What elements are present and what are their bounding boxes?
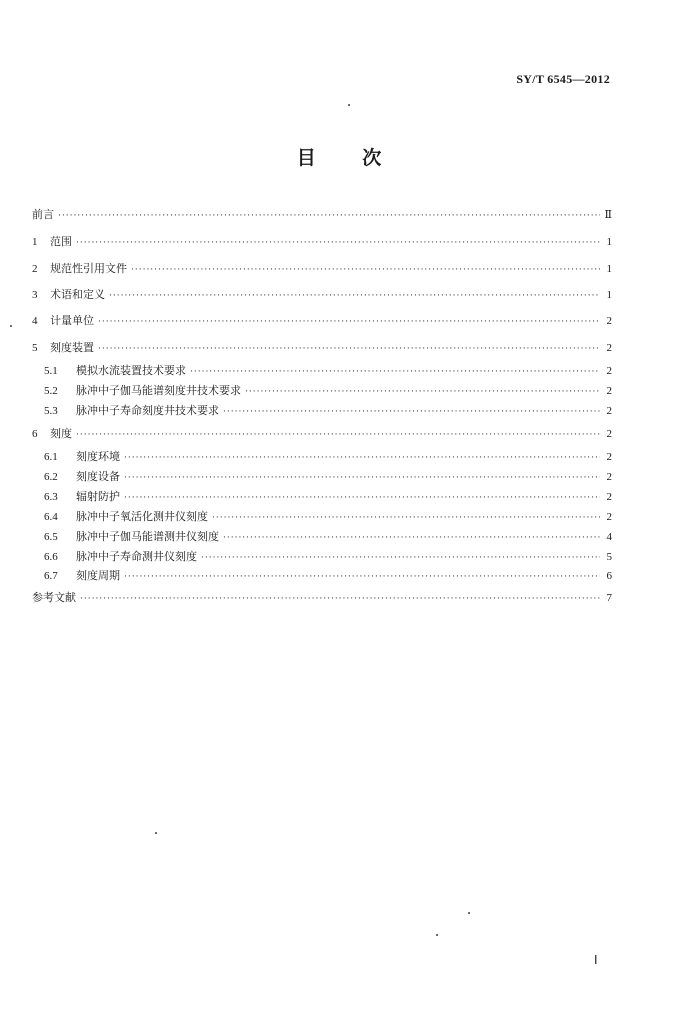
toc-entry-number: 2 [32,263,38,275]
toc-entry-6[interactable] [32,425,612,443]
toc-leader-dots [245,383,600,401]
toc-entry-page: 1 [606,263,612,275]
toc-entry-number: 5.2 [44,385,58,397]
scan-speck [436,934,438,936]
toc-entry-page: 4 [606,531,612,543]
toc-entry-6-2[interactable] [32,468,612,486]
toc-entry-page: 2 [606,365,612,377]
toc-entry-6-5[interactable] [32,528,612,546]
scan-speck [10,325,12,327]
toc-entry-number: 5 [32,342,38,354]
toc-entry-page: 2 [606,451,612,463]
toc-entry-number: 6.5 [44,531,58,543]
toc-entry-label: 刻度周期 [76,569,120,582]
toc-entry-page: 2 [606,491,612,503]
toc-entry-number: 6.1 [44,451,58,463]
toc-entry-page: 2 [606,342,612,354]
toc-entry-label: 脉冲中子寿命刻度井技术要求 [76,404,219,417]
toc-leader-dots [223,403,600,421]
toc-leader-dots [131,261,600,279]
toc-leader-dots [212,509,600,527]
toc-entry-6-7[interactable] [32,567,612,585]
toc-entry-4[interactable] [32,312,612,330]
toc-entry-5-3[interactable] [32,402,612,420]
toc-leader-dots [76,426,600,444]
toc-entry-foreword[interactable] [32,206,612,224]
toc-entry-page: 1 [606,236,612,248]
toc-entry-page: 2 [606,471,612,483]
toc-leader-dots [58,207,600,225]
footer-page-number: Ⅰ [594,953,598,967]
toc-leader-dots [190,363,600,381]
toc-entry-label: 参考文献 [32,591,76,604]
toc-leader-dots [124,469,600,487]
toc-leader-dots [76,234,600,252]
toc-entry-page: 2 [606,405,612,417]
toc-entry-label: 辐射防护 [76,490,120,503]
toc-entry-number: 1 [32,236,38,248]
toc-entry-page: 2 [606,385,612,397]
toc-entry-number: 6.4 [44,511,58,523]
toc-entry-number: 5.1 [44,365,58,377]
toc-leader-dots [124,489,600,507]
toc-entry-5-1[interactable] [32,362,612,380]
toc-entry-2[interactable] [32,260,612,278]
toc-leader-dots [223,529,600,547]
toc-entry-number: 6.3 [44,491,58,503]
toc-entry-label: 模拟水流装置技术要求 [76,364,186,377]
toc-entry-label: 刻度装置 [50,341,94,354]
toc-entry-label: 范围 [50,235,72,248]
toc-entry-5[interactable] [32,339,612,357]
toc-title: 目 次 [296,147,382,169]
toc-leader-dots [124,449,600,467]
toc-entry-label: 术语和定义 [50,288,105,301]
scan-speck [155,832,157,834]
toc-leader-dots [98,313,600,331]
toc-entry-number: 3 [32,289,38,301]
toc-entry-label: 规范性引用文件 [50,262,127,275]
toc-entry-6-3[interactable] [32,488,612,506]
toc-entry-6-6[interactable] [32,548,612,566]
toc-entry-label: 前言 [32,208,54,221]
toc-entry-label: 刻度设备 [76,470,120,483]
toc-entry-5-2[interactable] [32,382,612,400]
toc-entry-label: 计量单位 [50,314,94,327]
toc-entry-label: 刻度 [50,427,72,440]
toc-entry-page: 5 [606,551,612,563]
toc-entry-label: 脉冲中子寿命测井仪刻度 [76,550,197,563]
toc-entry-number: 6.7 [44,570,58,582]
scan-speck [468,912,470,914]
toc-entry-number: 5.3 [44,405,58,417]
toc-leader-dots [109,287,600,305]
toc-entry-label: 脉冲中子伽马能谱刻度井技术要求 [76,384,241,397]
toc-entry-6-1[interactable] [32,448,612,466]
toc-entry-number: 4 [32,315,38,327]
toc-entry-page: Ⅱ [604,209,612,221]
toc-entry-page: 2 [606,428,612,440]
toc-entry-page: 7 [606,592,612,604]
toc-entry-page: 2 [606,315,612,327]
toc-entry-label: 刻度环境 [76,450,120,463]
toc-entry-3[interactable] [32,286,612,304]
toc-leader-dots [201,549,600,567]
toc-leader-dots [124,568,600,586]
toc-entry-number: 6.2 [44,471,58,483]
toc-entry-references[interactable] [32,589,612,607]
toc-entry-label: 脉冲中子伽马能谱测井仪刻度 [76,530,219,543]
toc-entry-number: 6 [32,428,38,440]
toc-entry-page: 2 [606,511,612,523]
scan-speck [348,104,350,106]
toc-leader-dots [80,590,600,608]
toc-leader-dots [98,340,600,358]
toc-entry-page: 1 [606,289,612,301]
toc-entry-page: 6 [606,570,612,582]
toc-entry-number: 6.6 [44,551,58,563]
standard-code: SY/T 6545—2012 [516,72,610,86]
toc-entry-1[interactable] [32,233,612,251]
toc-entry-6-4[interactable] [32,508,612,526]
toc-entry-label: 脉冲中子氧活化测井仪刻度 [76,510,208,523]
